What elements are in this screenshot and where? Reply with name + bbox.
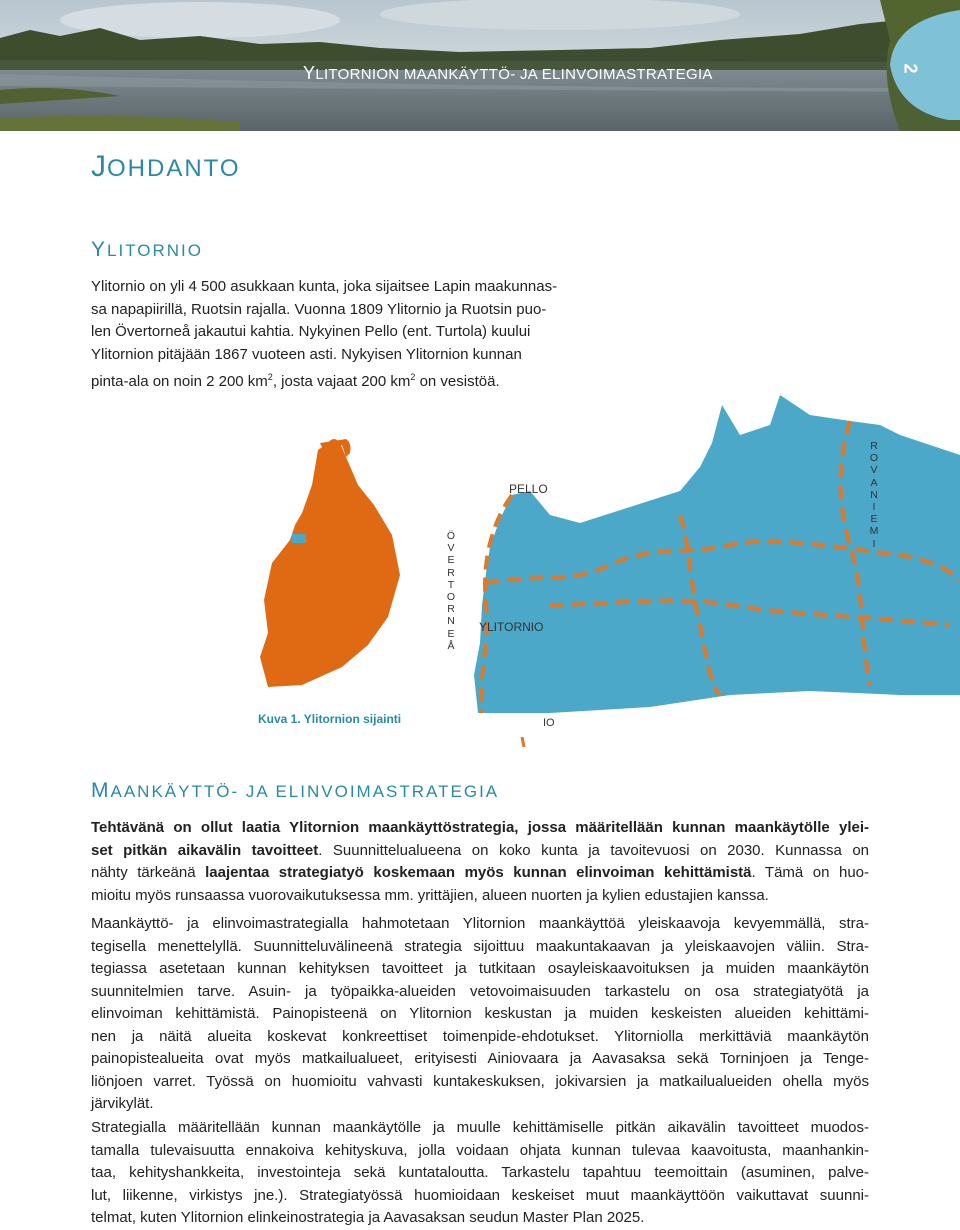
- map-label-pello: PELLO: [509, 482, 548, 496]
- figure-caption: Kuva 1. Ylitornion sijainti: [258, 712, 402, 726]
- ylitornio-highlight: [292, 534, 306, 543]
- strategy-paragraph-1: Tehtävänä on ollut laatia Ylitornion maankäyttöstrategia, jossa määritellään kunnan maankäytölle ylei- set pitkän aikavälin tavoitteet. Suunnittelualueena on koko kunta ja tavoitevuosi on 2030. Kunnassa on nähty tärkeänä laajentaa strategiatyö koskemaan myös kunnan elinvoiman kehittämistä. Tämä on huo- mioitu myös runsaassa vuorovaikutuksessa mm. yrittäjien, alueen nuorten ja kylien edustajien kanssa.: [91, 819, 870, 904]
- strategy-paragraph-3: Strategialla määritellään kunnan maankäytölle ja muulle kehittämiselle pitkän aikavälin tavoitteet muodos- tamalla tulevaisuutta ennakoiva kehityskuva, jolla voidaan ohjata kunnan tulevaa kaavoitusta, maanhankin- taa, kehityshankkeita, investointeja sekä kuntataloutta. Tarkastelu tapahtuu teemoittain (asuminen, palve- lut, liikenne, virkistys jne.). Strategiatyössä huomioidaan keskeiset muut maankäyttöön vaikuttavat suunni- telmat, kuten Ylitornion elinkeinostrategia ja Aavasaksan seudun Master Plan 2025.: [91, 1119, 869, 1226]
- finland-map-shape: [260, 439, 400, 687]
- section-heading-ylitornio: YLITORNIO: [91, 238, 203, 261]
- intro-line: Ylitornio on yli 4 500 asukkaan kunta, joka sijaitsee Lapin maakunnas-: [91, 278, 558, 295]
- map-graphic: [250, 395, 960, 755]
- map-label-overtornea: Ö V E R T O R N E Å: [446, 530, 456, 652]
- border-mark: [522, 737, 524, 747]
- map-label-rovaniemi: R O V A N I E M I: [869, 440, 879, 550]
- page-title: JOHDANTO: [91, 150, 241, 183]
- intro-paragraph: [91, 276, 561, 394]
- intro-line: Ylitornion pitäjään 1867 vuoteen asti. Nykyisen Ylitornion kunnan: [91, 345, 522, 363]
- map-label-io: IO: [543, 717, 555, 729]
- intro-line: pinta-ala on noin 2 200 $km^2$, josta vajaat 200 $km^2$ on vesistöä.: [91, 372, 500, 390]
- location-map: [250, 395, 960, 755]
- section-heading-strategy: MAANKÄYTTÖ- JA ELINVOIMASTRATEGIA: [91, 779, 500, 802]
- page-number: 2: [900, 63, 921, 74]
- map-label-ylitornio: YLITORNIO: [479, 620, 544, 634]
- running-header-title: YLITORNION MAANKÄYTTÖ- JA ELINVOIMASTRATEGIA: [303, 63, 713, 83]
- intro-line: len Övertorneå jakautui kahtia. Nykyinen Pello (ent. Turtola) kuului: [91, 323, 531, 340]
- intro-line: sa napapiirillä, Ruotsin rajalla. Vuonna 1809 Ylitornio ja Ruotsin puo-: [91, 300, 547, 318]
- strategy-paragraph-2: Maankäyttö- ja elinvoimastrategialla hahmotetaan Ylitornion maankäyttöä yleiskaavoja kevyemmällä, stra- tegisella menettelyllä. Suunnitteluvälineenä strategia sijoittuu maakuntakaavan ja yleiskaavojen väliin. Stra- tegiassa asetetaan kunnan kehityksen tavoitteet ja tutkitaan osayleiskaavoituksen ja muiden maankäytön suunnitelmien tarve. Asuin- ja työpaikka-alueiden vetovoimaisuuden tarkastelu on osa strategiatyötä ja elinvoiman kehittämistä. Painopisteenä on Ylitornion keskustan ja muiden keskeisten alueiden kehittämi- nen ja näitä alueita koskevat konkreettiset toimenpide-ehdotukset. Ylitorniolla merkittäviä maankäytön painopistealueita ovat myös matkailualueet, erityisesti Ainiovaara ja Aavasaksa sekä Torninjoen ja Tenge- liönjoen varret. Työssä on huomioitu vahvasti kuntakeskuksen, jokivarsien ja matkailualueiden ohella myös järvikylät.: [91, 915, 869, 1112]
